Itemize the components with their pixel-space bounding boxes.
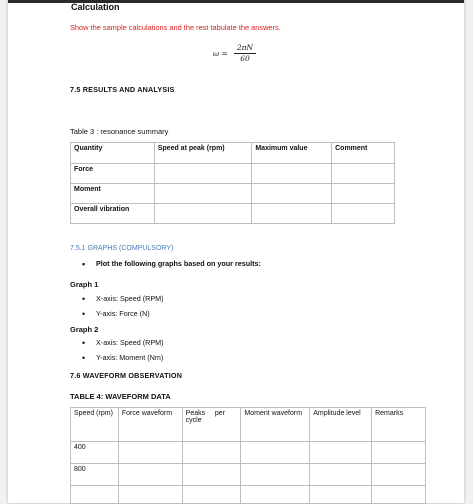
table-cell [332, 204, 395, 224]
table-cell [71, 486, 119, 504]
list-item: • X-axis: Speed (RPM) [78, 292, 164, 307]
table-cell [182, 486, 241, 504]
calculation-title: Calculation [71, 2, 120, 12]
table-cell [372, 486, 426, 504]
column-header: Maximum value [252, 143, 332, 164]
waveform-heading: 7.6 WAVEFORM OBSERVATION [70, 371, 183, 380]
waveform-table [70, 407, 426, 504]
table3-title: Table 3 : resonance summary [70, 127, 169, 136]
table-cell [182, 464, 241, 486]
table4-title: TABLE 4: WAVEFORM DATA [70, 392, 171, 401]
column-header: Force waveform [118, 408, 182, 442]
table-cell [372, 464, 426, 486]
table-cell [118, 486, 182, 504]
table-cell [252, 204, 332, 224]
table-cell [182, 442, 241, 464]
table-cell [241, 486, 310, 504]
table-cell [241, 442, 310, 464]
formula-numerator: 2πN [234, 43, 256, 54]
column-header: Comment [332, 143, 395, 164]
list-item: • Y-axis: Force (N) [78, 307, 164, 322]
calculation-instruction: Show the sample calculations and the rest tabulate the answers. [70, 23, 281, 32]
table-row [71, 184, 395, 204]
table-row [71, 442, 426, 464]
table-header-row [71, 143, 395, 164]
table-cell [118, 442, 182, 464]
graph2-axes-list [78, 336, 164, 365]
table-cell [252, 184, 332, 204]
column-header: Amplitude level [310, 408, 372, 442]
column-header: Speed at peak (rpm) [154, 143, 252, 164]
list-item: • Y-axis: Moment (Nm) [78, 351, 164, 366]
table-cell [118, 464, 182, 486]
column-header: Remarks [372, 408, 426, 442]
formula-denominator: 60 [240, 54, 250, 63]
formula-lhs: ω = [213, 49, 228, 58]
document-page [8, 0, 464, 503]
table-row [71, 204, 395, 224]
column-header: Speed (rpm) [71, 408, 119, 442]
table-row [71, 464, 426, 486]
speed-cell: 800 [71, 464, 119, 486]
speed-cell: 400 [71, 442, 119, 464]
table-cell [310, 442, 372, 464]
row-label: Overall vibration [71, 204, 155, 224]
graph2-title: Graph 2 [70, 325, 99, 334]
table-cell [154, 204, 252, 224]
formula-fraction [234, 43, 256, 64]
table-cell [154, 164, 252, 184]
graph1-title: Graph 1 [70, 280, 99, 289]
table-row [71, 486, 426, 504]
table-cell [241, 464, 310, 486]
table-cell [372, 442, 426, 464]
table-row [71, 164, 395, 184]
table-cell [310, 486, 372, 504]
graph1-axes-list [78, 292, 164, 321]
list-item: • Plot the following graphs based on your results: [78, 257, 261, 272]
table-cell [332, 164, 395, 184]
column-header: Peaks per cycle [182, 408, 241, 442]
table-cell [252, 164, 332, 184]
graphs-instruction-list [78, 257, 261, 272]
list-item: • X-axis: Speed (RPM) [78, 336, 164, 351]
column-header: Moment waveform [241, 408, 310, 442]
table-header-row [71, 408, 426, 442]
row-label: Moment [71, 184, 155, 204]
results-heading: 7.5 RESULTS AND ANALYSIS [70, 85, 175, 94]
graphs-subheading: 7.5.1 GRAPHS (COMPULSORY) [70, 245, 174, 252]
column-header: Quantity [71, 143, 155, 164]
table-cell [310, 464, 372, 486]
resonance-table [70, 142, 395, 224]
row-label: Force [71, 164, 155, 184]
table-cell [154, 184, 252, 204]
table-cell [332, 184, 395, 204]
